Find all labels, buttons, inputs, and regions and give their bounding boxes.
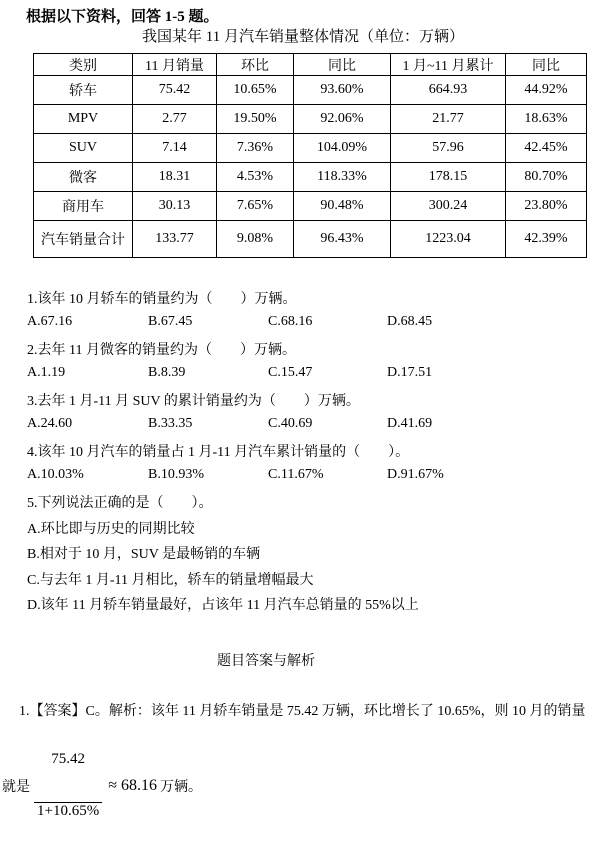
option: D.该年 11 月轿车销量最好，占该年 11 月汽车总销量的 55%以上 (27, 598, 419, 613)
option: A.67.16 (27, 313, 73, 329)
table-cell: 21.77 (391, 105, 506, 134)
table-cell: 96.43% (294, 221, 391, 258)
option: D.91.67% (387, 466, 444, 482)
formula-suffix: 万辆。 (160, 779, 202, 795)
table-cell: 微客 (34, 163, 133, 192)
table-cell: 44.92% (506, 76, 587, 105)
table-cell: 10.65% (217, 76, 294, 105)
option: A.环比即与历史的同期比较 (27, 521, 195, 537)
question-text: 1.该年 10 月轿车的销量约为（ ）万辆。 (27, 292, 297, 307)
option: D.41.69 (387, 415, 433, 431)
question-text: 5.下列说法正确的是（ ）。 (27, 496, 213, 511)
option: B.10.93% (148, 466, 204, 482)
table-cell: 7.36% (217, 134, 294, 163)
table-cell: 23.80% (506, 192, 587, 221)
table-cell: 92.06% (294, 105, 391, 134)
table-cell: 7.14 (133, 134, 217, 163)
column-header: 1 月~11 月累计 (391, 54, 506, 76)
table-cell: 75.42 (133, 76, 217, 105)
table-cell: 18.31 (133, 163, 217, 192)
table-cell: 104.09% (294, 134, 391, 163)
option: C.与去年 1 月-11 月相比，轿车的销量增幅最大 (27, 572, 314, 588)
table-cell: 133.77 (133, 221, 217, 258)
table-cell: 300.24 (391, 192, 506, 221)
car-sales-table (33, 53, 587, 258)
questions-section (27, 288, 599, 618)
table-row (34, 105, 587, 134)
table-row (34, 76, 587, 105)
table-cell: 1223.04 (391, 221, 506, 258)
table-cell: 90.48% (294, 192, 391, 221)
formula (2, 717, 202, 854)
option: C.40.69 (268, 415, 313, 431)
option: C.68.16 (268, 313, 313, 329)
option: D.68.45 (387, 313, 433, 329)
question-text: 3.去年 1 月-11 月 SUV 的累计销量约为（ ）万辆。 (27, 394, 360, 409)
table-cell: 9.08% (217, 221, 294, 258)
option: B.8.39 (148, 364, 186, 380)
options-row (27, 365, 599, 387)
table-cell: 19.50% (217, 105, 294, 134)
fraction-denominator: 1+10.65% (34, 802, 102, 820)
option: B.相对于 10 月，SUV 是最畅销的车辆 (27, 547, 261, 562)
option: B.33.35 (148, 415, 193, 431)
table-cell: 4.53% (217, 163, 294, 192)
table-title: 我国某年 11 月汽车销量整体情况（单位：万辆） (142, 29, 464, 45)
options-row (27, 416, 599, 438)
column-header: 11 月销量 (133, 54, 217, 76)
table-cell: MPV (34, 105, 133, 134)
table-row-total (34, 221, 587, 258)
option: C.15.47 (268, 364, 313, 380)
option: B.67.45 (148, 313, 193, 329)
table-cell: 7.65% (217, 192, 294, 221)
table-cell: 664.93 (391, 76, 506, 105)
table-cell: 2.77 (133, 105, 217, 134)
option: C.11.67% (268, 466, 324, 482)
question-text: 2.去年 11 月微客的销量约为（ ）万辆。 (27, 343, 296, 358)
table-cell: 42.39% (506, 221, 587, 258)
column-header: 同比 (506, 54, 587, 76)
column-header: 同比 (294, 54, 391, 76)
column-header: 类别 (34, 54, 133, 76)
table-row (34, 163, 587, 192)
table-row (34, 192, 587, 221)
formula-result: ≈ 68.16 (108, 776, 157, 794)
table-cell: 18.63% (506, 105, 587, 134)
formula-prefix: 就是 (2, 779, 30, 795)
table-cell: 汽车销量合计 (34, 221, 133, 258)
table-header-row (34, 54, 587, 76)
options-row (27, 314, 599, 336)
table-cell: SUV (34, 134, 133, 163)
options-row (27, 467, 599, 489)
fraction-numerator: 75.42 (51, 751, 85, 767)
table-cell: 57.96 (391, 134, 506, 163)
table-cell: 42.45% (506, 134, 587, 163)
answer-explanation: 1.【答案】C。解析：该年 11 月轿车销量是 75.42 万辆，环比增长了 10.65%，则 10 月的销量 (19, 704, 586, 719)
option: D.17.51 (387, 364, 433, 380)
option: A.1.19 (27, 364, 66, 380)
table-cell: 93.60% (294, 76, 391, 105)
table-cell: 轿车 (34, 76, 133, 105)
table-cell: 商用车 (34, 192, 133, 221)
question-text: 4.该年 10 月汽车的销量占 1 月-11 月汽车累计销量的（ ）。 (27, 445, 410, 460)
answers-section-title: 题目答案与解析 (217, 654, 315, 669)
table-cell: 80.70% (506, 163, 587, 192)
fraction (34, 717, 102, 854)
column-header: 环比 (217, 54, 294, 76)
exam-heading: 根据以下资料，回答 1-5 题。 (26, 9, 219, 25)
table-cell: 118.33% (294, 163, 391, 192)
table-cell: 178.15 (391, 163, 506, 192)
table-cell: 30.13 (133, 192, 217, 221)
option: A.24.60 (27, 415, 73, 431)
table-row (34, 134, 587, 163)
option: A.10.03% (27, 466, 84, 482)
